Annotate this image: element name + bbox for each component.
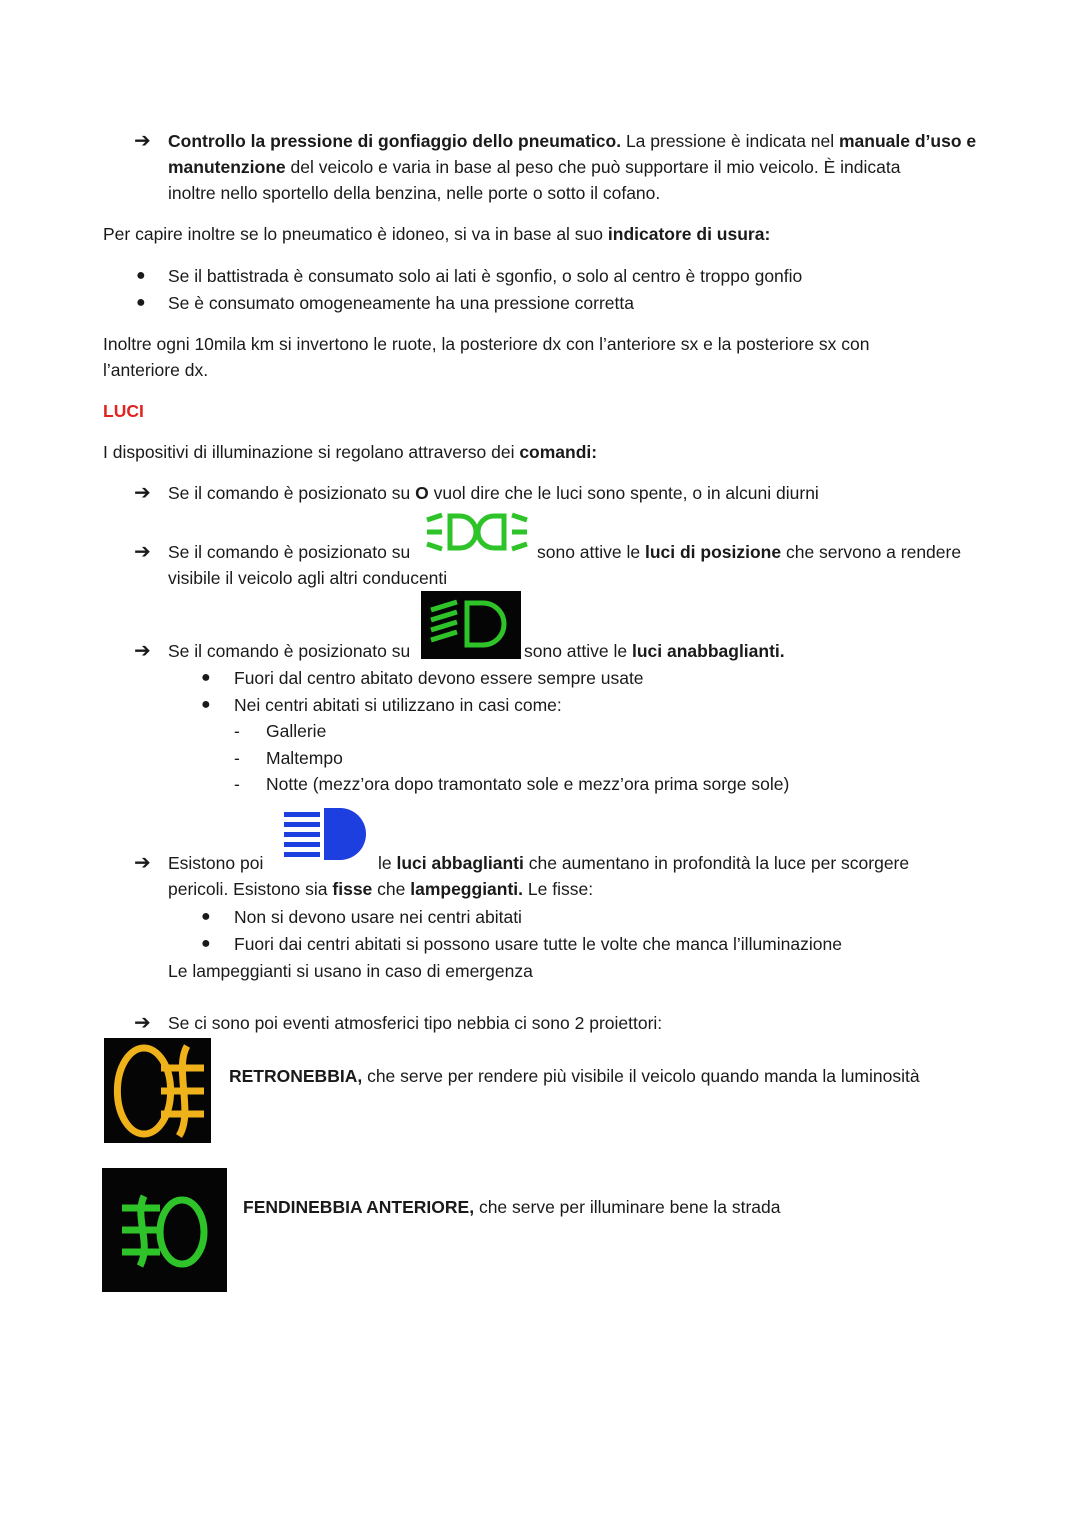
- bullet-icon: ●: [136, 294, 146, 311]
- high-beam-line-b: le luci abbaglianti che aumentano in profondità la luce per scorgere: [378, 853, 910, 873]
- high-beam-line-a: Esistono poi: [168, 853, 264, 873]
- position-line-2: visibile il veicolo agli altri conducenti: [168, 568, 448, 588]
- rear-fog-light-icon: [104, 1038, 211, 1143]
- wear-bullet-2: Se è consumato omogeneamente ha una pressione corretta: [168, 293, 634, 313]
- low-beam-line-b: sono attive le luci anabbaglianti.: [524, 641, 785, 661]
- lights-off-line: Se il comando è posizionato su O vuol dire che le luci sono spente, o in alcuni diurni: [168, 483, 819, 503]
- low-beam-dash-1: Gallerie: [266, 721, 327, 741]
- pressure-line-3: inoltre nello sportello della benzina, nelle porte o sotto il cofano.: [168, 183, 661, 203]
- bullet-icon: ●: [201, 935, 211, 952]
- fog-intro: Se ci sono poi eventi atmosferici tipo nebbia ci sono 2 proiettori:: [168, 1013, 663, 1033]
- low-beam-dash-3: Notte (mezz’ora dopo tramontato sole e mezz’ora prima sorge sole): [266, 774, 790, 794]
- arrow-icon: ➔: [134, 130, 151, 152]
- wear-intro: Per capire inoltre se lo pneumatico è idoneo, si va in base al suo indicatore di usura:: [103, 224, 771, 244]
- high-beam-bullet-2: Fuori dai centri abitati si possono usare tutte le volte che manca l’illuminazione: [234, 934, 842, 954]
- high-beam-icon: [282, 806, 368, 862]
- section-heading-luci: LUCI: [103, 401, 144, 421]
- bullet-icon: ●: [201, 669, 211, 686]
- position-lights-icon: [424, 510, 530, 554]
- rear-fog-text: RETRONEBBIA, che serve per rendere più visibile il veicolo quando manda la luminosità: [229, 1066, 920, 1086]
- arrow-icon: ➔: [134, 640, 151, 662]
- bullet-icon: ●: [201, 908, 211, 925]
- low-beam-bullet-2: Nei centri abitati si utilizzano in casi come:: [234, 695, 562, 715]
- low-beam-icon: [421, 591, 521, 659]
- wear-bullet-1: Se il battistrada è consumato solo ai lati è sgonfio, o solo al centro è troppo gonfio: [168, 266, 803, 286]
- lights-intro: I dispositivi di illuminazione si regolano attraverso dei comandi:: [103, 442, 598, 462]
- front-fog-text: FENDINEBBIA ANTERIORE, che serve per illuminare bene la strada: [243, 1197, 781, 1217]
- front-fog-light-icon: [102, 1168, 227, 1292]
- pressure-line-2: manutenzione del veicolo e varia in base al peso che può supportare il mio veicolo. È indicata: [168, 157, 901, 177]
- bullet-icon: ●: [201, 696, 211, 713]
- arrow-icon: ➔: [134, 852, 151, 874]
- high-beam-bullet-1: Non si devono usare nei centri abitati: [234, 907, 522, 927]
- rotation-line-1: Inoltre ogni 10mila km si invertono le ruote, la posteriore dx con l’anteriore sx e la posteriore sx con: [103, 334, 870, 354]
- position-line-1b: sono attive le luci di posizione che servono a rendere: [537, 542, 962, 562]
- rotation-line-2: l’anteriore dx.: [103, 360, 209, 380]
- low-beam-dash-2: Maltempo: [266, 748, 343, 768]
- arrow-icon: ➔: [134, 482, 151, 504]
- arrow-icon: ➔: [134, 1012, 151, 1034]
- low-beam-bullet-1: Fuori dal centro abitato devono essere sempre usate: [234, 668, 644, 688]
- position-line-1a: Se il comando è posizionato su: [168, 542, 411, 562]
- pressure-line-1: Controllo la pressione di gonfiaggio dello pneumatico. La pressione è indicata nel manuale d’uso e: [168, 131, 977, 151]
- bullet-icon: ●: [136, 267, 146, 284]
- flashing-line: Le lampeggianti si usano in caso di emergenza: [168, 961, 533, 981]
- dash-marker: -: [234, 721, 240, 741]
- dash-marker: -: [234, 748, 240, 768]
- high-beam-line-2: pericoli. Esistono sia fisse che lampeggianti. Le fisse:: [168, 879, 594, 899]
- low-beam-line-a: Se il comando è posizionato su: [168, 641, 411, 661]
- arrow-icon: ➔: [134, 541, 151, 563]
- dash-marker: -: [234, 774, 240, 794]
